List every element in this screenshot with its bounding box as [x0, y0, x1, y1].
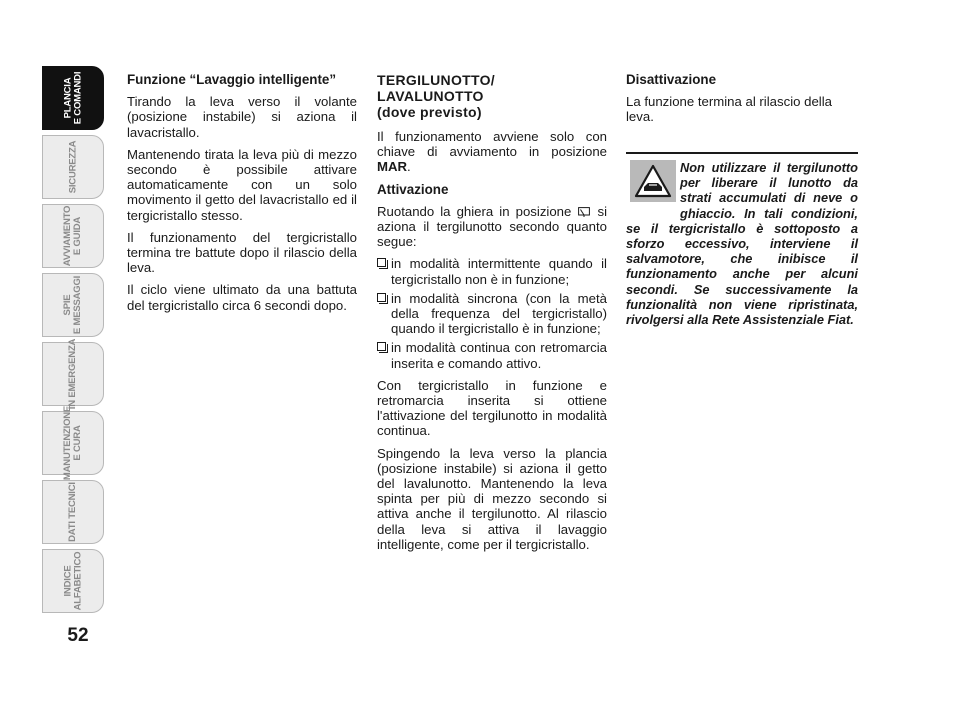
- list-item: [377, 256, 607, 286]
- paragraph: [377, 204, 607, 250]
- section-title: Funzione “Lavaggio intelligente”: [127, 72, 337, 87]
- mode-list: [377, 256, 607, 370]
- paragraph: Il ciclo viene ultimato da una battuta del tergicristallo circa 6 secondi dopo.: [127, 282, 357, 313]
- checkbox-bullet-icon: [377, 258, 386, 267]
- title-line: (dove previsto): [377, 104, 482, 120]
- text-run: .: [407, 159, 411, 175]
- section-tabs: [42, 66, 104, 626]
- subsection-title: Attivazione: [377, 181, 449, 197]
- tab-indice-alfabetico[interactable]: [42, 549, 104, 613]
- tab-label-line: SICUREZZA: [67, 140, 78, 194]
- tab-label-line: E MESSAGGI: [72, 275, 83, 335]
- warning-box: [626, 152, 858, 328]
- list-item: [377, 340, 607, 370]
- paragraph: [377, 129, 607, 175]
- tab-label-line: INDICE: [61, 565, 73, 597]
- warning-text: [626, 160, 858, 327]
- checkbox-bullet-icon: [377, 342, 386, 351]
- paragraph: Tirando la leva verso il volante (posizione instabile) si aziona il lavacristallo.: [127, 94, 357, 140]
- paragraph: Spingendo la leva verso la plancia (posizione instabile) si aziona il getto del lavalunotto. Mantenendo la leva spinta per più di mezzo secondo si attiva anche il tergilunotto. Al rilascio della leva si attiva il lavaggio intelligente, come per il tergicristallo.: [377, 445, 607, 552]
- tab-label-line: PLANCIA: [62, 77, 73, 119]
- warning-divider: [626, 152, 858, 154]
- tab-in-emergenza[interactable]: [42, 338, 104, 410]
- tab-label-line: MANUTENZIONE: [62, 405, 73, 481]
- paragraph: Con tergicristallo in funzione e retromarcia inserita si ottiene l'attivazione del tergilunotto in modalità continua.: [377, 377, 607, 439]
- tab-manutenzione-e-cura[interactable]: [42, 405, 104, 481]
- tab-label-line: IN EMERGENZA: [67, 338, 78, 410]
- section-title: Disattivazione: [626, 72, 717, 87]
- column-disattivazione: [626, 72, 858, 132]
- paragraph: Mantenendo tirata la leva più di mezzo secondo è possibile attivare automaticamente con un solo movimento il getto del lavacristallo ed il tergicristallo stesso.: [127, 146, 357, 223]
- tab-label-line: AVVIAMENTO: [62, 205, 73, 267]
- paragraph: La funzione termina al rilascio della leva.: [626, 94, 832, 125]
- tab-spie-e-messaggi[interactable]: [42, 273, 104, 337]
- title-line: LAVALUNOTTO: [377, 88, 484, 104]
- column-lavaggio-intelligente: [127, 72, 357, 320]
- list-item-text: in modalità intermittente quando il tergicristallo non è in funzione;: [391, 256, 607, 287]
- text-run: Ruotando la ghiera in posizione: [377, 203, 578, 219]
- text-run: si aziona il tergilunotto secondo quanto segue:: [377, 203, 608, 250]
- tab-dati-tecnici[interactable]: [42, 480, 104, 544]
- title-line: TERGILUNOTTO/: [377, 72, 495, 88]
- tab-label-line: DATI TECNICI: [66, 482, 78, 542]
- tab-sicurezza[interactable]: [42, 135, 104, 199]
- tab-label-line: ALFABETICO: [71, 551, 83, 611]
- page-number: 52: [67, 625, 89, 646]
- text-run: Il funzionamento avviene solo con chiave di avviamento in posizione: [377, 129, 607, 160]
- tab-label-line: E CURA: [72, 425, 83, 461]
- warning-message: Non utilizzare il tergilunotto per liberare il lunotto da strati accumulati di neve o ghiaccio. In tali condizioni, se il tergicristallo è sottoposto a sforzo eccessivo, interviene il salvamotore, che inibisce il funzionamento anche per alcuni secondi. Se successivamente la funzionalità non viene ripristinata, rivolgersi alla Rete Assistenziale Fiat.: [626, 160, 858, 328]
- list-item: [377, 291, 607, 337]
- tab-label-line: SPIE: [62, 294, 73, 316]
- checkbox-bullet-icon: [377, 293, 386, 302]
- key-position-mar: MAR: [377, 159, 408, 175]
- tab-label-line: E COMANDI: [72, 71, 83, 125]
- tab-label-line: E GUIDA: [72, 216, 83, 256]
- tab-avviamento-e-guida[interactable]: [42, 204, 104, 268]
- rear-wiper-icon: [578, 207, 590, 217]
- paragraph: Il funzionamento del tergicristallo termina tre battute dopo il rilascio della leva.: [127, 229, 357, 276]
- section-title: [377, 72, 607, 120]
- list-item-text: in modalità continua con retromarcia inserita e comando attivo.: [391, 340, 607, 371]
- list-item-text: in modalità sincrona (con la metà della frequenza del tergicristallo) quando il tergicristallo è in funzione;: [391, 290, 607, 337]
- tab-plancia-e-comandi[interactable]: [42, 66, 104, 130]
- column-tergilunotto: [377, 72, 607, 559]
